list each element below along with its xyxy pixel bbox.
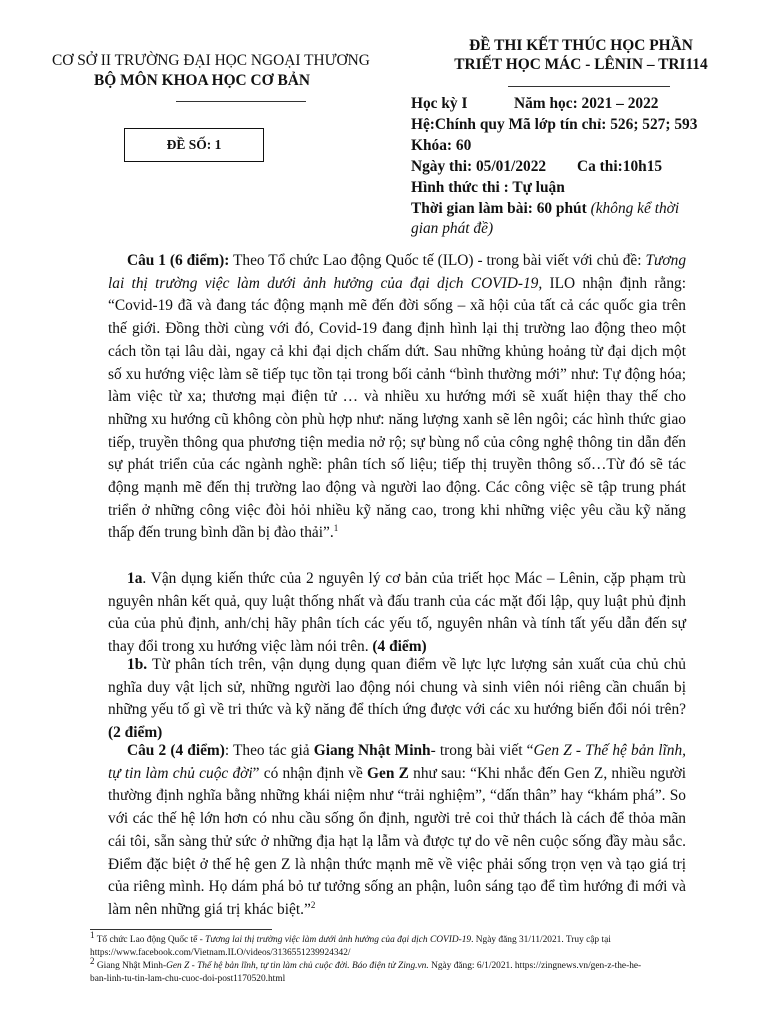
footnote-2-number: 2 xyxy=(90,955,95,966)
footnote-ref-1: 1 xyxy=(333,523,339,534)
footnote-2-author: Giang Nhật Minh xyxy=(96,961,163,971)
question-2-intro: : Theo tác giả xyxy=(224,742,314,759)
semester: Học kỳ I xyxy=(411,95,468,112)
question-1 xyxy=(108,250,686,545)
question-1a-text: . Vận dụng kiến thức của 2 nguyên lý cơ bản của triết học Mác – Lênin, cặp phạm trù nguyên nhân kết quả, quy luật thống nhất và đấu tranh của các mặt đối lập, quy luật phủ định của của phủ định, anh/chị hãy phân tích các yếu tố, nguyên nhân và tính tất yếu dẫn đến sự thay đổi trong xu hướng việc làm nói trên. xyxy=(108,570,686,656)
question-1a-points: (4 điểm) xyxy=(372,638,427,656)
footnote-1-number: 1 xyxy=(90,929,95,940)
question-1-intro: Theo Tổ chức Lao động Quốc tế (ILO) - trong bài viết với chủ đề: xyxy=(229,252,642,269)
footnote-2-date: Ngày đăng: 6/1/2021. https://zingnews.vn/gen-z-the-he- xyxy=(428,961,642,971)
duration-note: (không kể thời xyxy=(590,200,680,217)
question-2-author: Giang Nhật Minh xyxy=(313,742,431,759)
question-2-mid2: ” có nhận định về xyxy=(252,764,368,782)
cohort: Khóa: 60 xyxy=(411,137,472,154)
question-1a-label: 1a xyxy=(127,570,143,587)
question-1a xyxy=(108,568,686,659)
question-2 xyxy=(108,740,686,922)
question-1b-text: Từ phân tích trên, vận dụng dụng quan điểm về lực lực lượng sản xuất của chủ chủ nghĩa duy vật lịch sử, những người lao động nói chung và sinh viên nói riêng cần chuẩn bị những yếu tố gì về tri thức và kỹ năng để thích ứng được với các xu hướng biến đổi nói trên? xyxy=(108,656,686,719)
question-1b xyxy=(108,654,686,745)
footnote-2-url[interactable]: ban-linh-tu-tin-lam-chu-cuoc-doi-post1170520.html xyxy=(90,973,286,984)
question-2-gen-z: Gen Z xyxy=(367,764,409,782)
institution-name: CƠ SỞ II TRƯỜNG ĐẠI HỌC NGOẠI THƯƠNG xyxy=(52,52,370,69)
footnote-2-dash: - xyxy=(162,961,167,971)
footnote-1-date: . Ngày đăng 31/11/2021. Truy cập tại xyxy=(471,935,611,945)
question-2-heading: Câu 2 (4 điểm) xyxy=(127,742,225,759)
question-1-heading: Câu 1 (6 điểm): xyxy=(127,252,230,269)
exam-shift: Ca thi:10h15 xyxy=(577,158,663,175)
question-1b-label: 1b. xyxy=(127,656,148,673)
footnote-1-dash: - xyxy=(197,935,206,945)
exam-duration xyxy=(411,200,679,218)
footnote-2-title: Gen Z - Thế hệ bản lĩnh, tự tin làm chủ cuộc đời. Báo điện tử Zing.vn. xyxy=(166,961,429,971)
right-header-rule xyxy=(508,86,670,87)
question-1-article-title: Tương lai thị trường việc làm dưới ảnh hưởng của đại dịch COVID-19, xyxy=(108,252,687,292)
footnote-separator xyxy=(90,929,272,930)
department-name: BỘ MÔN KHOA HỌC CƠ BẢN xyxy=(94,72,310,89)
duration-label: Thời gian làm bài: 60 phút xyxy=(411,200,587,217)
duration-note-continued: gian phát đề) xyxy=(411,220,494,237)
footnote-ref-2: 2 xyxy=(310,899,316,910)
school-year: Năm học: 2021 – 2022 xyxy=(514,95,659,112)
question-2-mid: - trong bài viết “ xyxy=(430,742,534,759)
left-header-rule xyxy=(176,101,306,102)
question-2-article-title: Gen Z - Thế hệ bản lĩnh, tự tin làm chủ cuộc đời xyxy=(108,742,686,782)
footnote-1 xyxy=(90,929,690,959)
footnote-2 xyxy=(90,955,690,985)
question-2-quote: như sau: “Khi nhắc đến Gen Z, nhiều người thường định nghĩa bằng những khái niệm như “trải nghiệm”, “dấn thân” hay “khám phá”. So với các thế hệ lớn hơn có nhu cầu sống ổn định, người trẻ coi thử thách là cách để thỏa mãn cái tôi, sẵn sàng thử sức ở những địa hạt lạ lẫm và được tự do vẽ nên cuộc sống đầy màu sắc. Điểm đặc biệt ở thế hệ gen Z là nhận thức mạnh mẽ về việc phải sống trọn vẹn và tạo giá trị của riêng mình. Họ dám phá bỏ tư tưởng sống an phận, luôn sáng tạo để tìm hướng đi mới và làm nên những giá trị khác biệt.” xyxy=(108,764,687,918)
exam-code-box xyxy=(124,128,264,162)
program-class-codes: Hệ:Chính quy Mã lớp tín chỉ: 526; 527; 593 xyxy=(411,116,698,133)
exam-format: Hình thức thi : Tự luận xyxy=(411,179,565,196)
footnote-1-url[interactable]: https://www.facebook.com/Vietnam.ILO/videos/3136551239924342/ xyxy=(90,947,351,958)
footnote-1-org: Tổ chức Lao động Quốc tế xyxy=(96,935,198,945)
exam-date: Ngày thi: 05/01/2022 xyxy=(411,158,547,175)
course-title: TRIẾT HỌC MÁC - LÊNIN – TRI114 xyxy=(454,56,708,73)
footnote-1-title: Tương lai thị trường việc làm dưới ảnh hưởng của đại dịch COVID-19 xyxy=(205,935,472,945)
exam-code: ĐỀ SỐ: 1 xyxy=(166,137,222,152)
question-1-quote: ILO nhận định rằng: “Covid-19 đã và đang tác động mạnh mẽ đến đời sống – xã hội của tất cả các quốc gia trên thế giới. Đồng thời cùng với đó, Covid-19 đang định hình lại thị trường lao động theo một cách tồn tại lâu dài, ngay cả khi đại dịch chấm dứt. Sau những khủng hoảng từ đại dịch một số xu hướng việc làm sẽ tiếp tục tồn tại trong bối cảnh “bình thường mới” như: Tự động hóa; làm việc từ xa; thương mại điện tử … và nhiều xu hướng mới sẽ xuất hiện thay thế cho những xu hướng cũ không còn phù hợp như: năng lượng xanh sẽ lên ngôi; các hình thức giao tiếp, truyền thông qua phương tiện media nở rộ; sự bùng nổ của công nghệ thông tin dẫn đến sự phát triển của các ngành nghề: phân tích số liệu; tiếp thị truyền thông số…Từ đó sẽ tác động mạnh mẽ đến thị trường lao động và người lao động. Các công việc sẽ tập trung phát triển ở những công việc đòi hỏi nhiều kỹ năng cao, trong khi những việc yêu cầu kỹ năng thấp đến trung bình dần bị đào thải”. xyxy=(108,274,686,542)
question-1b-points: (2 điểm) xyxy=(108,724,163,742)
exam-title: ĐỀ THI KẾT THÚC HỌC PHẦN xyxy=(469,37,693,54)
